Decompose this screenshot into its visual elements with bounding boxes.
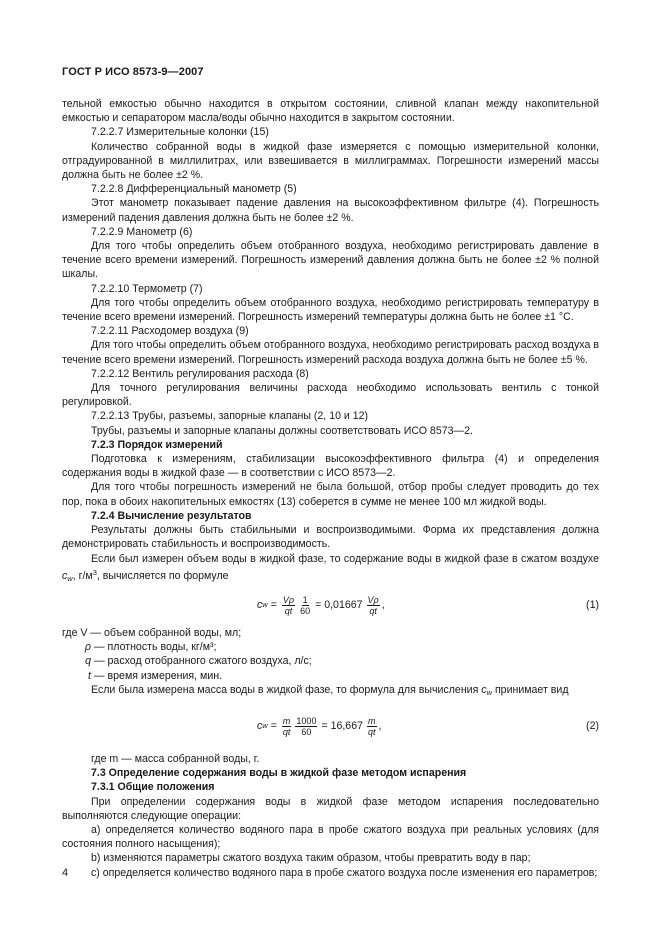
paragraph: Если была измерена масса воды в жидкой фазе, то формула для вычисления $c_w$ принимает вид [91,683,569,697]
definition-line: где V — объем собранной воды, мл; [62,626,242,639]
paragraph: Для точного регулирования величины расхода необходимо использовать вентиль с тонкой регулировкой. [62,382,599,409]
fraction: $\frac{m}{qt}$ [368,715,376,737]
clause-heading: 7.2.2.12 Вентиль регулирования расхода (8) [91,367,309,380]
paragraph: Этот манометр показывает падение давления на высокоэффективном фильтре (4). Погрешность измерений падения давления должна быть не более ±2 %. [62,197,599,224]
clause-heading: 7.2.2.11 Расходомер воздуха (9) [91,325,249,338]
definition-row: t — время измерения, мин. [88,669,223,682]
clause-heading: 7.2.2.10 Термометр (7) [91,282,203,295]
paragraph: Для того чтобы определить объем отобранного воздуха, необходимо регистрировать давление в течение всего времени измерений. Погрешность измерений давления должна быть не более ±2 % полной шкалы. [62,240,599,281]
list-item: b) изменяются параметры сжатого воздуха таким образом, чтобы превратить воду в пар; [91,852,531,865]
paragraph: Количество собранной воды в жидкой фазе измеряется с помощью измерительной колонки, отградуированной в миллилитрах, или взвешивается в миллиграммах. Погрешности измерений массы должна быть не более ±2 %. [62,140,599,182]
paragraph: При определении содержания воды в жидкой фазе методом испарения последовательно выполняются следующие операции: [62,795,599,822]
page-number: 4 [62,867,69,879]
formula-1 [62,591,599,621]
definition-line: где m — масса собранной воды, г. [91,752,260,765]
paragraph: Результаты должны быть стабильными и воспроизводимыми. Форма их представления должна демонстрировать стабильность и воспроизводимость. [62,524,599,551]
formula-number: (1) [586,598,599,611]
fraction: $\frac{1}{60}$ [300,594,311,616]
definitions-list [62,640,599,683]
fraction: $\frac{V\rho}{qt}$ [282,594,295,616]
definition-row: ρ — плотность воды, кг/м³; [84,641,217,654]
section-heading: 7.2.4 Вычисление результатов [91,509,252,522]
paragraph: Трубы, разъемы и запорные клапаны должны соответствовать ИСО 8573—2. [91,424,473,437]
formula-1-expression: c w = $\frac{V\rho}{qt}$ $\frac{1}{60}$ = 0,01667 $\frac{V\rho}{qt}$ , [257,594,385,616]
definition-row: q — расход отобранного сжатого воздуха, л/с; [85,655,312,668]
list-item: a) определяется количество водяного пара в пробе сжатого воздуха при реальных условиях (для состояния полного насыщения); [62,823,599,851]
formula-number: (2) [586,719,599,732]
paragraph: Для того чтобы погрешность измерений не была большой, отбор пробы следует проводить до тех пор, пока в обоих накопительных емкостях (13) соберется в сумме не менее 100 мл жидкой воды. [62,481,599,508]
clause-heading: 7.2.2.13 Трубы, разъемы, запорные клапаны (2, 10 и 12) [91,410,369,423]
formula-2-expression: c w = $\frac{m}{qt}$ $\frac{1000}{60}$ = 16,667 $\frac{m}{qt}$ , [257,715,382,737]
section-heading: 7.3.1 Общие положения [91,781,215,794]
clause-heading: 7.2.2.8 Дифференциальный манометр (5) [91,183,297,196]
document-header: ГОСТ Р ИСО 8573-9—2007 [62,66,204,78]
section-heading: 7.2.3 Порядок измерений [91,438,223,451]
paragraph: Если был измерен объем воды в жидкой фазе, то содержание воды в жидкой фазе в сжатом воздухе $c_w$, $г/м^3$, вычисляется по формуле [62,552,599,583]
fraction: $\frac{m}{qt}$ [282,715,291,737]
clause-heading: 7.2.2.7 Измерительные колонки (15) [91,126,269,139]
clause-heading: 7.2.2.9 Манометр (6) [91,225,193,238]
paragraph: Подготовка к измерениям, стабилизации высокоэффективного фильтра (4) и определения содержания воды в жидкой фазе — в соответствии с ИСО 8573—2. [62,453,599,480]
formula-2 [62,712,599,742]
paragraph: Для того чтобы определить объем отобранного воздуха, необходимо регистрировать температуру в течение всего времени измерений. Погрешность измерений температуры должна быть не более ±1 °С. [62,296,599,324]
paragraph: тельной емкостью обычно находится в открытом состоянии, сливной клапан между накопительной емкостью и сепаратором масла/воды обычно находится в закрытом состоянии. [62,98,599,125]
paragraph: Для того чтобы определить объем отобранного воздуха, необходимо регистрировать расход воздуха в течение всего времени измерений. Погрешность измерений расхода воздуха должна быть не более ±5 %. [62,339,599,366]
section-heading: 7.3 Определение содержания воды в жидкой фазе методом испарения [91,767,467,780]
fraction: $\frac{1000}{60}$ [296,715,317,737]
page-body [62,97,599,880]
list-item: c) определяется количество водяного пара в пробе сжатого воздуха после изменения его параметров; [91,866,598,879]
fraction: $\frac{V\rho}{qt}$ [367,594,379,616]
